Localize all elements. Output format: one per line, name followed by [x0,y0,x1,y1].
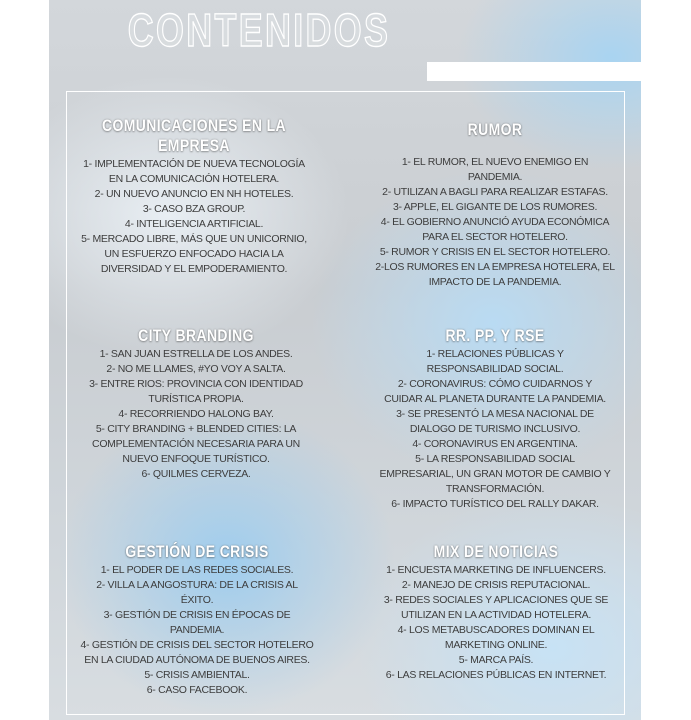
list-item: 6- IMPACTO TURÍSTICO DEL RALLY DAKAR. [391,498,599,510]
section-title: MIX DE NOTICIAS [433,542,559,561]
list-item: 4- GESTIÓN DE CRISIS DEL SECTOR HOTELERO EN LA CIUDAD AUTÓNOMA DE BUENOS AIRES. [80,639,314,666]
section-gestion-crisis [79,542,315,698]
list-item: 1- RELACIONES PÚBLICAS Y RESPONSABILIDAD SOCIAL. [426,348,564,375]
section-title: CITY BRANDING [138,326,254,345]
section-title: GESTIÓN DE CRISIS [125,542,269,561]
list-item: 4- INTELIGENCIA ARTIFICIAL. [124,218,264,230]
list-item: 1- IMPLEMENTACIÓN DE NUEVA TECNOLOGÍA EN LA COMUNICACIÓN HOTELERA. [83,158,305,185]
list-item: 3- APPLE, EL GIGANTE DE LOS RUMORES. [392,201,598,213]
section-title: COMUNICACIONES EN LA EMPRESA [101,116,287,155]
list-item: 3- REDES SOCIALES Y APLICACIONES QUE SE UTILIZAN EN LA ACTIVIDAD HOTELERA. [383,594,609,621]
section-title: RUMOR [467,120,523,139]
list-item: 1- ENCUESTA MARKETING DE INFLUENCERS. [386,564,606,576]
decorative-bar [427,62,641,81]
list-item: 2- UN NUEVO ANUNCIO EN NH HOTELES. [94,188,294,200]
list-item: 3- SE PRESENTÓ LA MESA NACIONAL DE DIALOGO DE TURISMO INCLUSIVO. [396,408,594,435]
list-item: 6- QUILMES CERVEZA. [141,468,251,480]
list-item: 6- CASO FACEBOOK. [146,684,248,696]
list-item: 3- GESTIÓN DE CRISIS EN ÉPOCAS DE PANDEMIA. [103,609,291,636]
list-item: 4- EL GOBIERNO ANUNCIÓ AYUDA ECONÓMICA PARA EL SECTOR HOTELERO. [380,216,610,243]
list-item: 2- CORONAVIRUS: CÓMO CUIDARNOS Y CUIDAR AL PLANETA DURANTE LA PANDEMIA. [384,378,606,405]
list-item: 2-LOS RUMORES EN LA EMPRESA HOTELERA, EL IMPACTO DE LA PANDEMIA. [375,261,615,288]
list-item: 5- CITY BRANDING + BLENDED CITIES: LA COMPLEMENTACIÓN NECESARIA PARA UN NUEVO ENFOQUE TURÍSTICO. [92,423,300,465]
section-rumor [375,120,615,290]
list-item: 3- CASO BZA GROUP. [142,203,246,215]
list-item: 2- MANEJO DE CRISIS REPUTACIONAL. [401,579,591,591]
list-item: 1- EL RUMOR, EL NUEVO ENEMIGO EN PANDEMIA. [401,156,589,183]
section-mix-noticias [383,542,609,683]
list-item: 4- LOS METABUSCADORES DOMINAN EL MARKETING ONLINE. [397,624,595,651]
document-page [49,0,641,720]
list-item: 1- SAN JUAN ESTRELLA DE LOS ANDES. [99,348,293,360]
page-title: CONTENIDOS [127,4,391,56]
list-item: 5- MERCADO LIBRE, MÁS QUE UN UNICORNIO, UN ESFUERZO ENFOCADO HACIA LA DIVERSIDAD Y EL EMPODERAMIENTO. [81,233,307,275]
list-item: 3- ENTRE RIOS: PROVINCIA CON IDENTIDAD TURÍSTICA PROPIA. [89,378,303,405]
list-item: 6- LAS RELACIONES PÚBLICAS EN INTERNET. [385,669,607,681]
list-item: 4- CORONAVIRUS EN ARGENTINA. [412,438,578,450]
list-item: 5- MARCA PAÍS. [458,654,534,666]
list-item: 5- LA RESPONSABILIDAD SOCIAL EMPRESARIAL, UN GRAN MOTOR DE CAMBIO Y TRANSFORMACIÓN. [379,453,611,495]
section-city-branding [87,326,305,482]
list-item: 4- RECORRIENDO HALONG BAY. [118,408,274,420]
list-item: 1- EL PODER DE LAS REDES SOCIALES. [100,564,294,576]
section-rrpp-rse [379,326,611,512]
section-comunicaciones [79,116,309,277]
list-item: 2- UTILIZAN A BAGLI PARA REALIZAR ESTAFAS. [382,186,608,198]
list-item: 5- RUMOR Y CRISIS EN EL SECTOR HOTELERO. [379,246,611,258]
list-item: 5- CRISIS AMBIENTAL. [144,669,250,681]
list-item: 2- VILLA LA ANGOSTURA: DE LA CRISIS AL ÉXITO. [96,579,298,606]
section-title: RR. PP. Y RSE [445,326,545,345]
list-item: 2- NO ME LLAMES, #YO VOY A SALTA. [106,363,286,375]
